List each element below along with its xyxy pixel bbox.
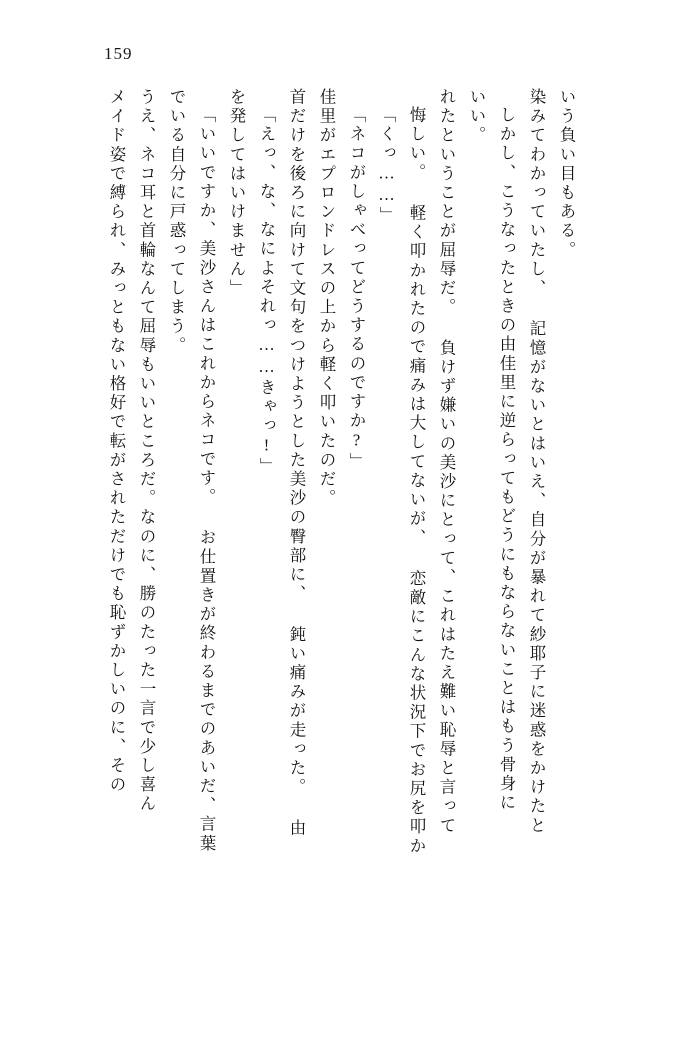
vertical-text-block bbox=[94, 88, 624, 968]
text-column: を発してはいけません」 bbox=[227, 88, 246, 299]
text-column: うえ、ネコ耳と首輪なんて屈辱もいいところだ。なのに、勝のたった一言で少し喜ん bbox=[137, 88, 156, 814]
text-column: 悔しい。 軽く叩かれたので痛みは大してないが、 恋敵にこんな状況下でお尻を叩か bbox=[407, 106, 426, 856]
text-column: でいる自分に戸惑ってしまう。 bbox=[167, 88, 186, 356]
text-column: 「えっ、な、なによそれっ……きゃっ!」 bbox=[257, 106, 276, 477]
text-column: 「くっ……」 bbox=[377, 106, 396, 226]
text-column: 「いいですか、美沙さんはこれからネコです。 お仕置きが終わるまでのあいだ、言葉 bbox=[197, 106, 216, 854]
text-column: れたということが屈辱だ。 負けず嫌いの美沙にとって、これはたえ難い恥辱と言って bbox=[437, 88, 456, 836]
text-column: いい。 bbox=[467, 88, 486, 146]
text-column: いう負い目もある。 bbox=[557, 88, 576, 260]
text-column: 佳里がエプロンドレスの上から軽く叩いたのだ。 bbox=[317, 88, 336, 509]
text-column: メイド姿で縛られ、みっともない格好で転がされただけでも恥ずかしいのに、その bbox=[107, 88, 126, 795]
text-column: 首だけを後ろに向けて文句をつけようとした美沙の臀部に、 鈍い痛みが走った。 由 bbox=[287, 88, 306, 838]
page-number: 159 bbox=[104, 44, 133, 63]
text-column: 染みてわかっていたし、 記憶がないとはいえ、自分が暴れて紗耶子に迷惑をかけたと bbox=[527, 88, 546, 836]
text-column: 「ネコがしゃべってどうするのですか?」 bbox=[347, 106, 366, 472]
text-column: しかし、こうなったときの由佳里に逆らってもどうにもならないことはもう骨身に bbox=[497, 106, 516, 813]
